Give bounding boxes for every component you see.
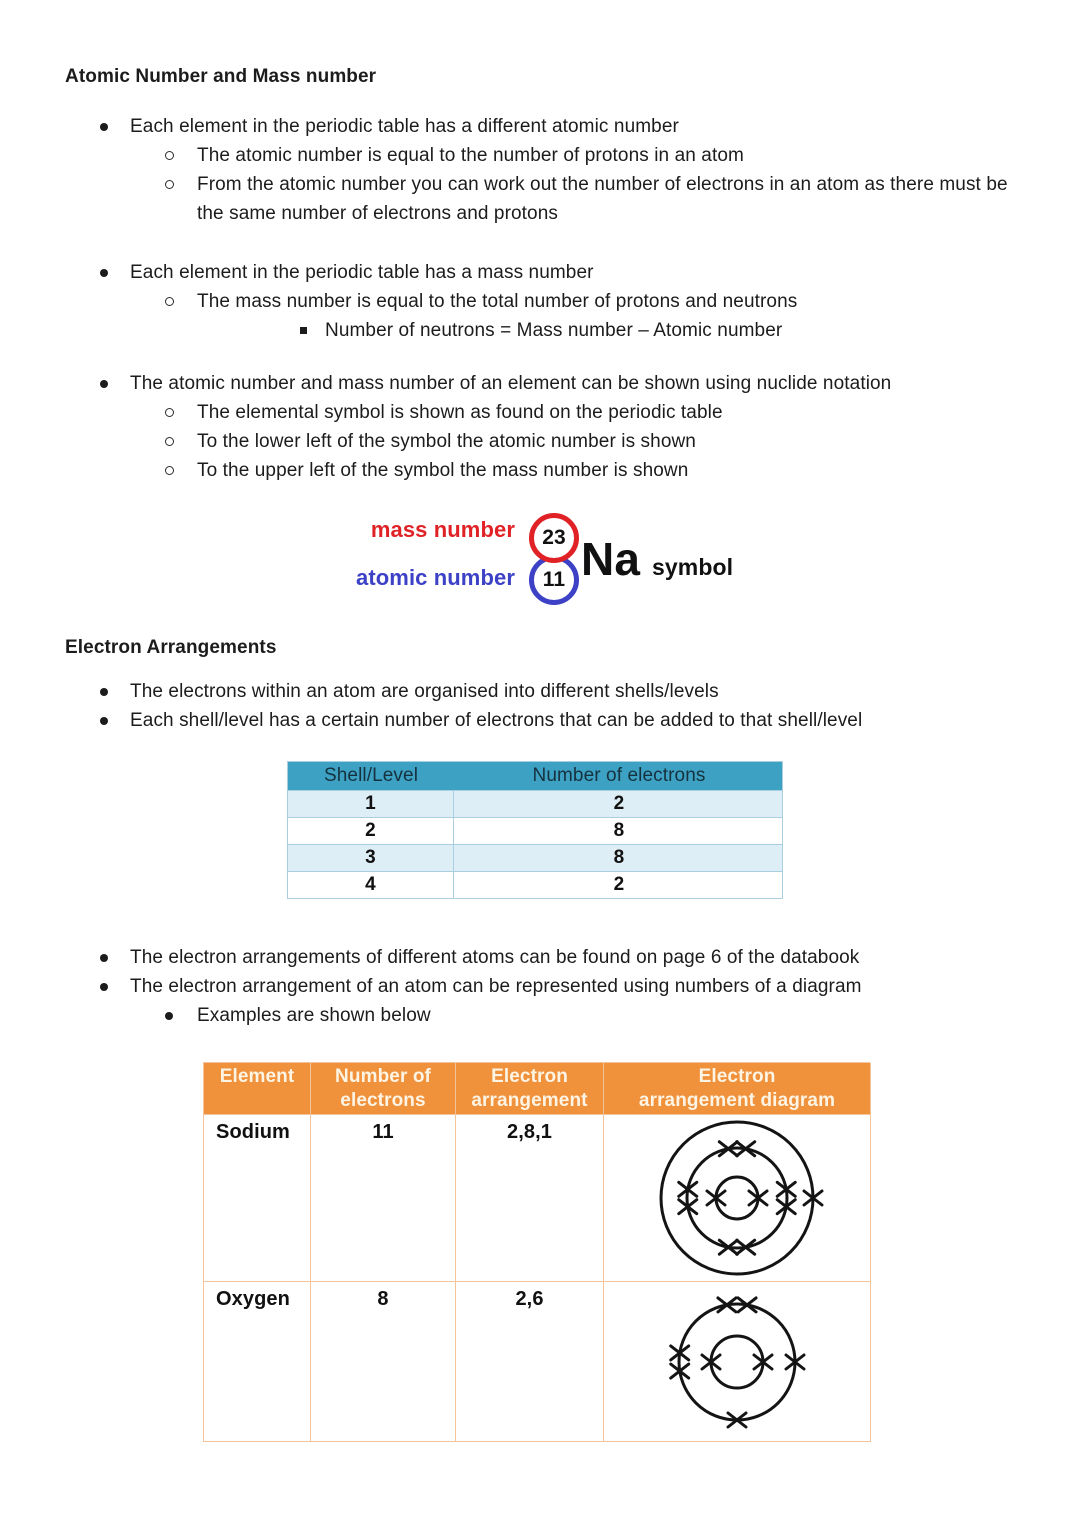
list-item (165, 398, 1015, 427)
arrangement-cell: 2,6 (456, 1282, 604, 1442)
header-line: Electron (491, 1066, 568, 1087)
bullet-circle-marker (165, 287, 197, 316)
table-header-row (288, 762, 782, 790)
heading-electron-arrangements: Electron Arrangements (65, 637, 277, 658)
column-header-shell-level: Shell/Level (323, 765, 419, 786)
list-item (165, 141, 1015, 170)
shell-cell: 3 (288, 845, 454, 871)
atomic-number-label: atomic number (356, 565, 515, 590)
bullet-group-nuclide-notation (65, 369, 1015, 485)
list-item (165, 287, 1015, 316)
list-item (165, 456, 1015, 485)
atomic-number-value: 11 (542, 568, 566, 591)
bullet-disc-marker (100, 112, 130, 141)
list-item (100, 258, 1015, 287)
element-name-cell: Oxygen (204, 1282, 311, 1442)
mass-number-value: 23 (542, 526, 566, 549)
list-item-text: From the atomic number you can work out the number of electrons in an atom as there must be the same number of electrons and protons (197, 174, 1008, 224)
list-item-text: Each shell/level has a certain number of electrons that can be added to that shell/level (130, 710, 863, 731)
list-item-text: The elemental symbol is shown as found on the periodic table (197, 402, 723, 423)
bullet-circle-marker (165, 456, 197, 485)
list-item-text: To the lower left of the symbol the atomic number is shown (197, 431, 696, 452)
column-header-element (204, 1063, 311, 1115)
list-item (165, 1001, 1015, 1030)
header-line: Element (219, 1066, 295, 1087)
header-line: Electron (698, 1066, 776, 1087)
list-item (165, 170, 1015, 228)
electrons-cell: 2 (613, 874, 625, 895)
header-line: Number of (335, 1066, 431, 1087)
list-item (165, 427, 1015, 456)
list-item-text: Each element in the periodic table has a different atomic number (130, 116, 679, 137)
table-row (288, 790, 782, 817)
column-header-electron-arrangement-diagram (604, 1063, 871, 1115)
bullet-circle-marker (165, 141, 197, 170)
table-row (288, 817, 782, 844)
table-row (288, 844, 782, 871)
bullet-circle-marker (165, 427, 197, 456)
header-line: electrons (340, 1090, 426, 1111)
list-item-text: The electron arrangements of different atoms can be found on page 6 of the databook (130, 947, 860, 968)
header-line: arrangement (471, 1090, 588, 1111)
list-item (100, 112, 1015, 141)
shell-cell: 1 (288, 791, 454, 817)
bullet-group-atomic-number (65, 112, 1015, 228)
shell-cell: 2 (288, 818, 454, 844)
list-item-text: Number of neutrons = Mass number – Atomic number (325, 320, 783, 341)
nuclide-notation-figure (65, 511, 1015, 623)
symbol-label: symbol (652, 554, 734, 580)
shell-level-table (287, 761, 783, 899)
sodium-electron-diagram (604, 1115, 871, 1282)
mass-number-circle (529, 513, 579, 563)
list-item-text: The atomic number and mass number of an element can be shown using nuclide notation (130, 373, 892, 394)
list-item (100, 943, 1015, 972)
list-item-text: The electrons within an atom are organised into different shells/levels (130, 681, 719, 702)
list-item-text: Each element in the periodic table has a mass number (130, 262, 594, 283)
arrangement-cell: 2,8,1 (456, 1115, 604, 1282)
list-item-text: Examples are shown below (197, 1005, 431, 1026)
mass-number-label: mass number (370, 517, 515, 542)
bullet-group-mass-number (65, 258, 1015, 345)
element-name-cell: Sodium (204, 1115, 311, 1282)
column-header-number-of-electrons: Number of electrons (532, 765, 706, 786)
electron-count-cell: 11 (311, 1115, 456, 1282)
bullet-circle-marker (165, 398, 197, 427)
bullet-disc-marker (100, 943, 130, 972)
bullet-group-electron-arrangement (65, 943, 1015, 1030)
list-item-text: The electron arrangement of an atom can be represented using numbers of a diagram (130, 976, 862, 997)
electron-count-cell: 8 (311, 1282, 456, 1442)
list-item (300, 316, 1015, 345)
oxygen-electron-diagram (604, 1282, 871, 1442)
column-header-number-of-electrons (311, 1063, 456, 1115)
list-item (100, 972, 1015, 1001)
shell-cell: 4 (288, 872, 454, 898)
bullet-disc-marker (100, 677, 130, 706)
heading-atomic-number-and-mass-number: Atomic Number and Mass number (65, 66, 377, 87)
list-item-text: The mass number is equal to the total number of protons and neutrons (197, 291, 798, 312)
element-symbol-na: Na (581, 533, 641, 585)
bullet-disc-marker (100, 972, 130, 1001)
electron-arrangement-table (203, 1062, 870, 1442)
list-item-text: To the upper left of the symbol the mass number is shown (197, 460, 689, 481)
header-line: arrangement diagram (638, 1090, 836, 1111)
bullet-circle-marker (165, 170, 197, 228)
list-item (100, 706, 1015, 735)
list-item (100, 677, 1015, 706)
list-item-text: The atomic number is equal to the number of protons in an atom (197, 145, 744, 166)
electrons-cell: 2 (613, 793, 625, 814)
bullet-disc-marker (100, 369, 130, 398)
electrons-cell: 8 (613, 847, 625, 868)
table-row (288, 871, 782, 898)
electrons-cell: 8 (613, 820, 625, 841)
bullet-disc-marker (165, 1001, 197, 1030)
bullet-square-marker (300, 316, 325, 345)
bullet-disc-marker (100, 706, 130, 735)
bullet-group-electron-shells (65, 677, 1015, 735)
list-item (100, 369, 1015, 398)
bullet-disc-marker (100, 258, 130, 287)
column-header-electron-arrangement (456, 1063, 604, 1115)
